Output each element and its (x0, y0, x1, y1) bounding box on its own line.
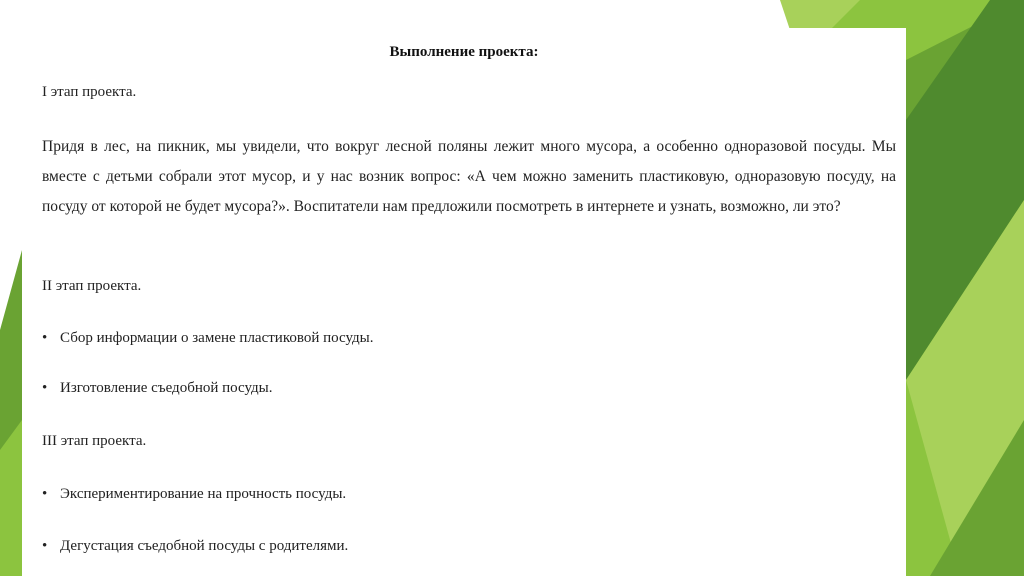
list-item (42, 330, 373, 347)
list-item-text: Изготовление съедобной посуды. (60, 380, 273, 396)
stage3-heading: III этап проекта. (42, 433, 147, 449)
stage1-heading: I этап проекта. (42, 84, 137, 100)
slide-title: Выполнение проекта: (389, 44, 539, 60)
bullet-icon: • (42, 380, 48, 396)
list-item-text: Экспериментирование на прочность посуды. (60, 486, 347, 502)
list-item (42, 380, 273, 397)
list-item-text: Дегустация съедобной посуды с родителями. (60, 538, 349, 554)
list-item (42, 538, 348, 555)
slide-content-card (22, 28, 906, 576)
stage2-heading: II этап проекта. (42, 278, 142, 294)
bullet-icon: • (42, 486, 48, 502)
stage1-paragraph: Придя в лес, на пикник, мы увидели, что вокруг лесной поляны лежит много мусора, а особенно одноразовой посуды. Мы вместе с детьми собрали этот мусор, и у нас возник вопрос: «А чем можно заменить пластиковую, одноразовую посуду, на посуду от которой не будет мусора?». Воспитатели нам предложили посмотреть в интернете и узнать, возможно, ли это? (42, 138, 896, 215)
list-item (42, 486, 346, 503)
list-item-text: Сбор информации о замене пластиковой посуды. (60, 330, 374, 346)
bullet-icon: • (42, 538, 48, 554)
bullet-icon: • (42, 330, 48, 346)
